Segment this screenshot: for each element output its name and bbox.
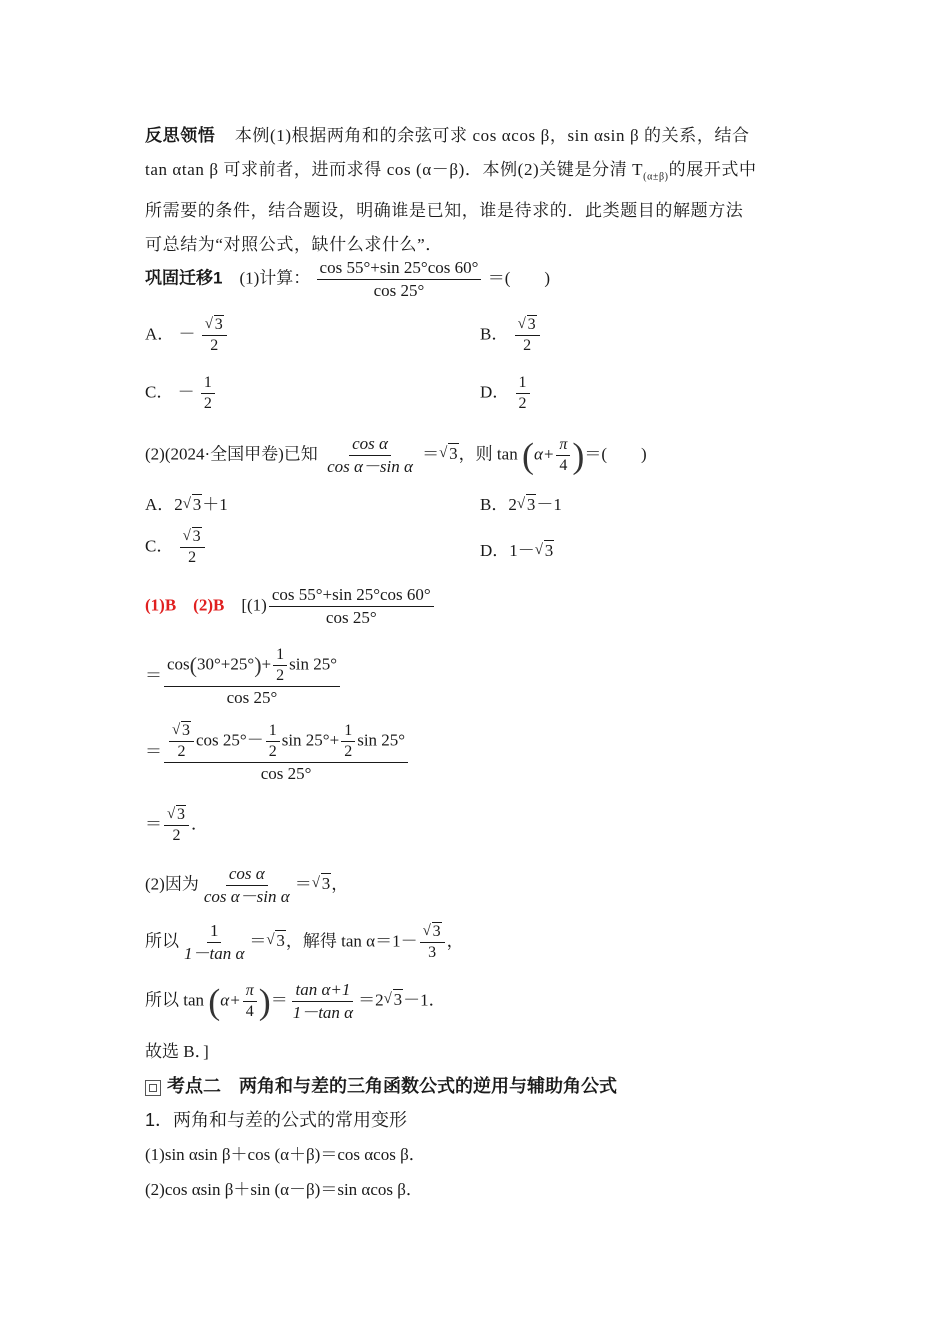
option-label: D． <box>480 541 510 560</box>
sqrt-3: √ 3 <box>172 722 190 739</box>
section-heading <box>145 1075 617 1098</box>
answer-p4: 所以 tan (α+ $\frac{\pi}{4}$ )＝ $\frac{\text{tan α+1}}{\text{1－tan α}}$ ＝2 √ 3－1． <box>145 980 446 1022</box>
q2-prefix: (2)(2024·全国甲卷)已知 <box>145 444 318 464</box>
answer-1: (1)B <box>145 595 177 615</box>
equals: ＝ <box>422 444 440 464</box>
radical-icon: √ <box>172 722 181 738</box>
sqrt-3: √ 3 <box>182 528 201 545</box>
equals: ＝ <box>145 741 162 761</box>
left-paren: ( <box>521 435 534 476</box>
p2-fraction: $\frac{\text{cos α}}{\text{cos α－sin α}}$ <box>203 864 290 906</box>
q1-option-b <box>480 316 542 355</box>
sqrt-3: √ 3 <box>517 316 536 333</box>
radical-icon: √ <box>167 806 176 822</box>
radical-icon: √ <box>266 932 275 949</box>
q2-option-d: D．1－ √ 3 <box>480 541 554 560</box>
alpha-plus: α+ <box>533 444 555 464</box>
q2-mid: ，则 tan <box>458 444 518 464</box>
formula-2: (2)cos αsin β＋sin (α－β)＝sin αcos β． <box>145 1180 423 1199</box>
equals: ＝ <box>145 665 162 685</box>
q1-option-a <box>145 316 229 355</box>
reflection-line4: 可总结为“对照公式，缺什么求什么”． <box>145 235 443 255</box>
sqrt-3: √ 3 <box>182 495 202 514</box>
option-fraction <box>516 374 530 413</box>
denominator: 2 <box>518 395 527 412</box>
q1-suffix: ＝( ) <box>487 268 551 288</box>
reflection-line2-sub: (α±β) <box>643 171 669 183</box>
answer-open: [(1) <box>241 595 267 615</box>
sqrt-3: √ 3 <box>516 495 536 514</box>
q1-denominator: cos 25° <box>373 281 425 300</box>
step4-fraction: √ 3 2 <box>164 806 189 845</box>
minus-sign: － <box>178 324 196 344</box>
radical-icon: √ <box>534 542 544 558</box>
reflection-title: 反思领悟 <box>145 126 216 145</box>
p4-prefix: 所以 tan <box>145 990 205 1010</box>
numerator: 1 <box>516 374 530 394</box>
reflection-line3: 所需要的条件，结合题设，明确谁是已知，谁是待求的．此类题目的解题方法 <box>145 201 744 221</box>
denominator: 2 <box>203 395 212 412</box>
q1-option-c <box>145 374 217 413</box>
section-icon <box>145 1080 161 1096</box>
section-sub1: 1．两角和与差的公式的常用变形 <box>145 1110 408 1130</box>
reflection-paragraph <box>145 119 805 262</box>
exercise-q2 <box>145 434 647 477</box>
denominator: 2 <box>210 337 219 354</box>
option-fraction <box>180 528 205 567</box>
denominator: 2 <box>523 337 532 354</box>
radical-icon: √ <box>311 875 320 892</box>
sqrt-3: √ 3 <box>439 444 458 464</box>
answer-2: (2)B <box>193 595 225 615</box>
option-fraction <box>201 374 215 413</box>
q1-numerator: cos 55°+sin 25°cos 60° <box>317 258 482 280</box>
q1-option-d <box>480 374 532 413</box>
q1-prefix: (1)计算： <box>239 268 311 288</box>
p3-fraction2: √ 3 3 <box>420 923 445 962</box>
reflection-line2-tail: 的展开式中 <box>668 160 757 179</box>
pi-over-4: $\frac{\pi}{4}$ <box>243 982 257 1021</box>
answer-step2 <box>145 646 342 708</box>
p4-fraction: $\frac{\text{tan α+1}}{\text{1－tan α}}$ <box>292 980 354 1022</box>
option-label: B． <box>480 495 509 514</box>
radical-icon: √ <box>422 923 431 939</box>
exercise-title: 巩固迁移1 <box>145 268 223 288</box>
p3-prefix: 所以 <box>145 931 179 951</box>
option-fraction <box>202 316 227 355</box>
step1-fraction: $\frac{\cos 55^\circ+\sin 25^\circ\cos 60^\circ}{\cos 25^\circ}$ <box>269 585 434 628</box>
q2-numerator: cos α <box>349 434 391 456</box>
q2-option-c <box>145 528 207 567</box>
q2-option-a: A．2 √ 3＋1 <box>145 495 228 514</box>
q1-fraction <box>317 258 482 301</box>
answer-line <box>145 585 436 628</box>
equals: ＝ <box>145 814 162 834</box>
step3-fraction: √ 3 2 cos 25°－ $\frac{1}{2}$ sin 25°+ $\frac{1}{2}$ sin 25° cos 25° <box>164 722 408 784</box>
sqrt-3: √ 3 <box>167 806 185 823</box>
step2-fraction: cos(30°+25°)+ $\frac{1}{2}$ sin 25° cos 25° <box>164 646 340 708</box>
q2-suffix: ＝( ) <box>584 444 647 464</box>
left-paren: ( <box>208 981 221 1022</box>
sqrt-3: √ 3 <box>383 990 403 1010</box>
p2-prefix: (2)因为 <box>145 874 199 894</box>
sqrt-3: √ 3 <box>204 316 223 333</box>
radical-icon: √ <box>204 316 214 332</box>
minus-sign: － <box>177 382 195 402</box>
q2-option-b: B．2 √ 3－1 <box>480 495 562 514</box>
numerator: 1 <box>201 374 215 394</box>
right-paren: ) <box>572 435 585 476</box>
formula-1: (1)sin αsin β＋cos (α＋β)＝cos αcos β． <box>145 1145 426 1164</box>
reflection-line1: 本例(1)根据两角和的余弦可求 cos αcos β，sin αsin β 的关系，结合 <box>234 126 750 145</box>
option-fraction <box>515 316 540 355</box>
answer-step3 <box>145 722 410 784</box>
option-label: A． <box>145 495 175 514</box>
answer-close: 故选 B．] <box>145 1042 209 1061</box>
option-label: C． <box>145 382 174 402</box>
radical-icon: √ <box>516 496 526 512</box>
answer-p2: (2)因为 $\frac{\text{cos α}}{\text{cos α－sin α}}$ ＝ √ 3， <box>145 864 349 906</box>
radical-icon: √ <box>383 991 392 1008</box>
exercise-q1 <box>145 258 550 301</box>
reflection-line2: tan αtan β 可求前者，进而求得 cos (α－β)．本例(2)关键是分清 T <box>145 160 644 179</box>
option-label: A． <box>145 324 175 344</box>
q2-denominator: cos α－sin α <box>327 457 413 476</box>
option-label: D． <box>480 382 510 402</box>
answer-step4: ＝ √ 3 2 ． <box>145 806 208 844</box>
answer-p3: 所以 $\frac{1}{\text{1－tan α}}$ ＝ √ 3，解得 tan α＝1－ √ 3 3 ， <box>145 921 464 963</box>
p3-fraction: $\frac{1}{\text{1－tan α}}$ <box>184 921 245 963</box>
radical-icon: √ <box>517 316 526 332</box>
sqrt-3: √ 3 <box>422 923 441 940</box>
section-title: 考点二 两角和与差的三角函数公式的逆用与辅助角公式 <box>167 1076 617 1096</box>
sqrt-3: √ 3 <box>311 874 331 894</box>
option-label: B． <box>480 324 509 344</box>
right-paren: ) <box>258 981 271 1022</box>
radical-icon: √ <box>182 496 192 512</box>
denominator: 2 <box>188 549 197 566</box>
option-label: C． <box>145 536 174 556</box>
sqrt-3: √ 3 <box>534 541 554 560</box>
sqrt-3: √ 3 <box>266 931 285 951</box>
radical-icon: √ <box>439 445 448 462</box>
q2-fraction <box>324 434 416 477</box>
radical-icon: √ <box>182 528 191 544</box>
pi-over-4: $\frac{\pi}{4}$ <box>556 436 570 475</box>
